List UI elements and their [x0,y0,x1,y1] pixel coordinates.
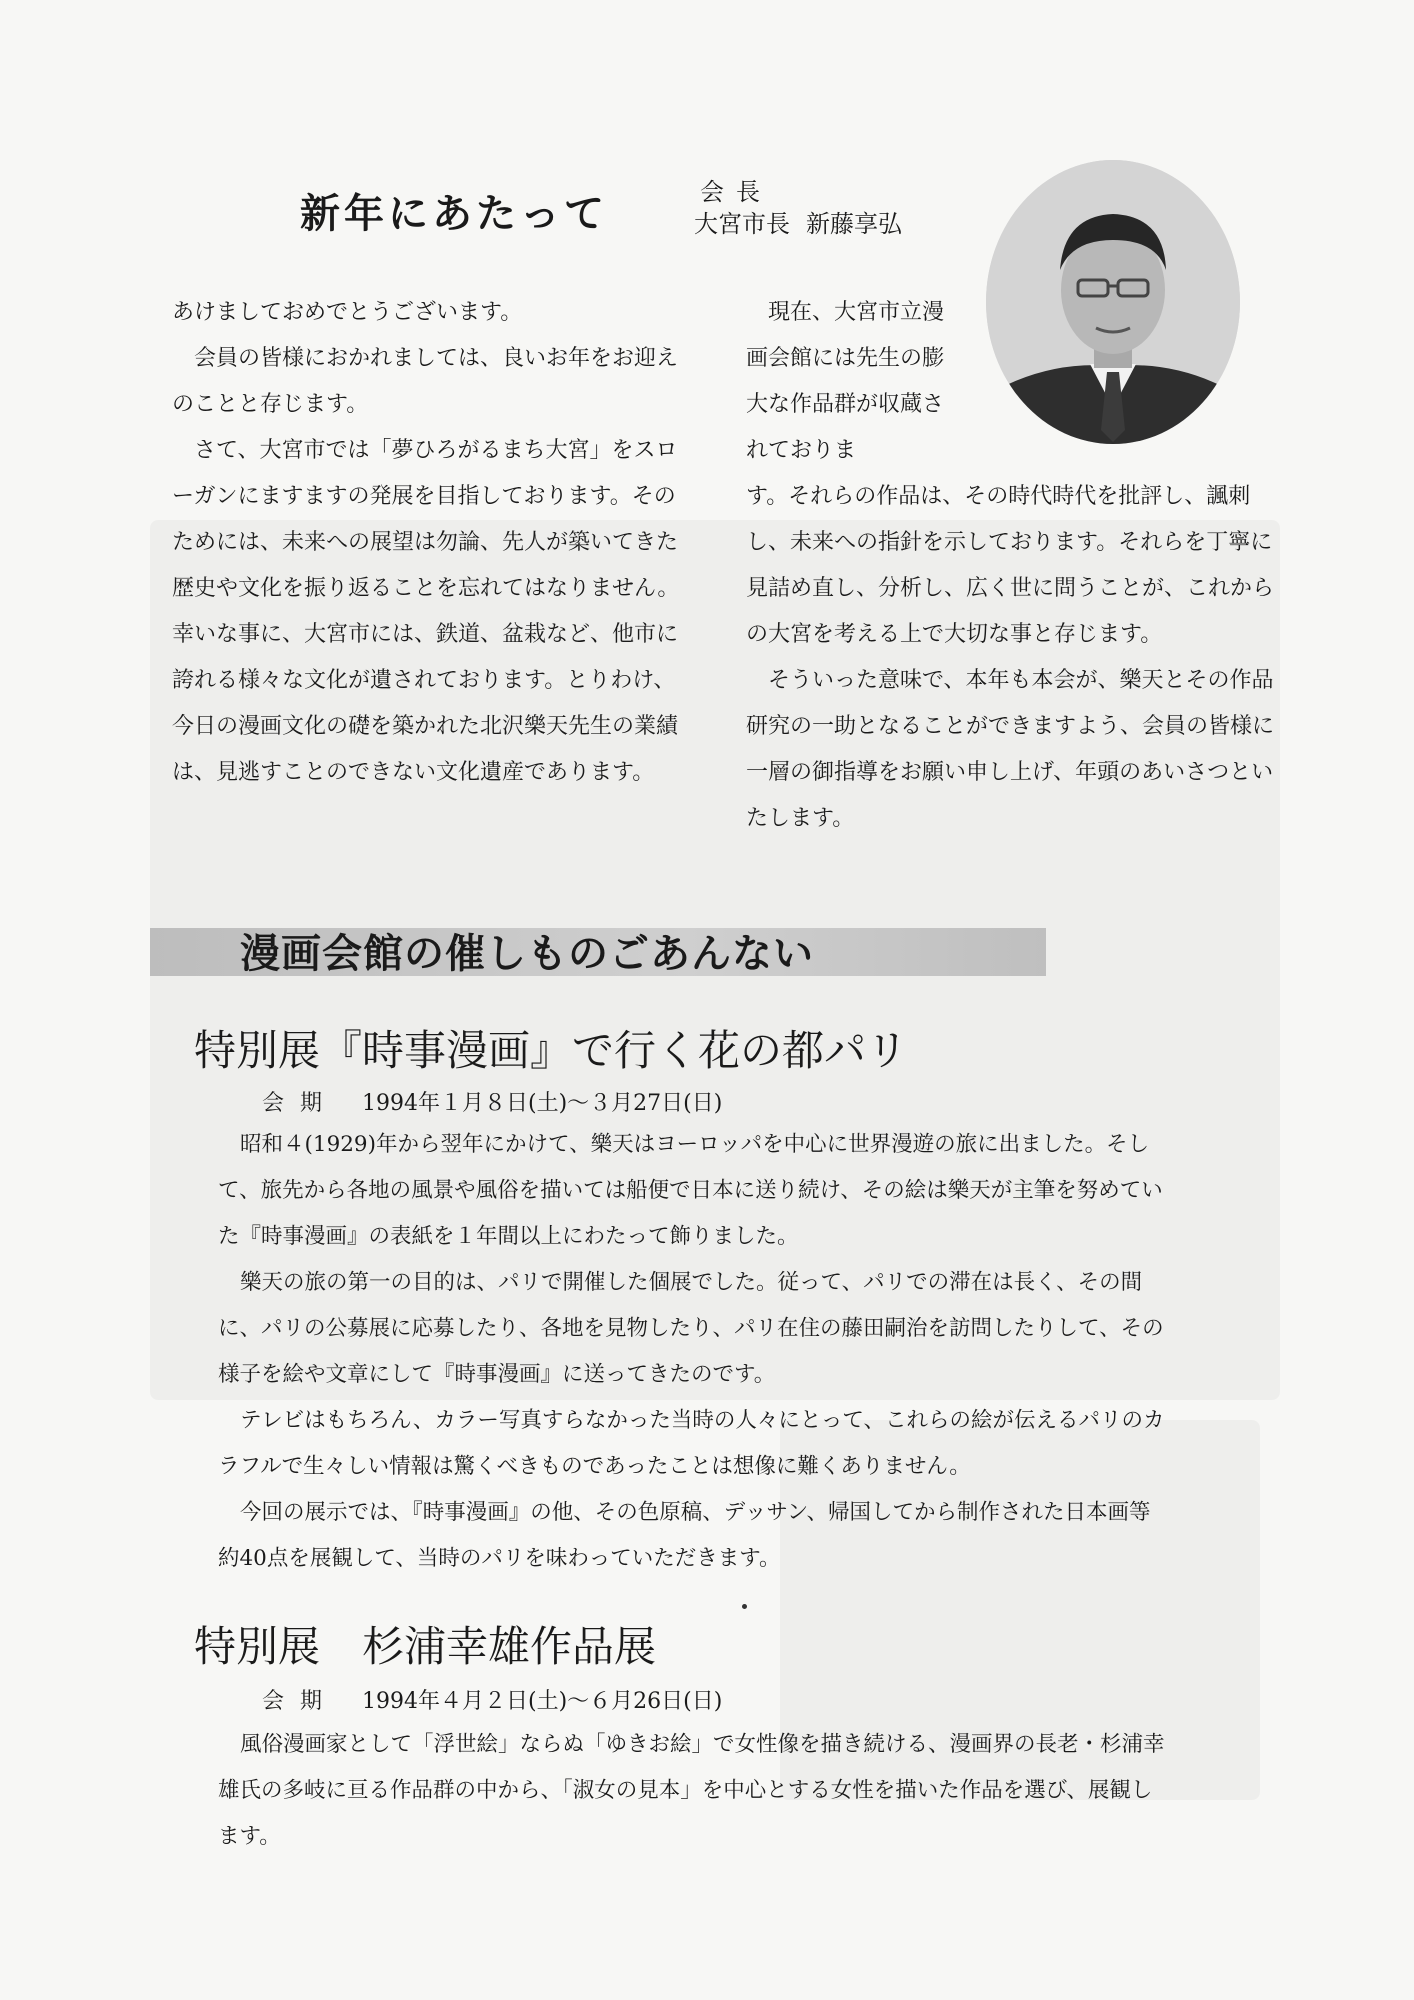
greeting-paragraph: さて、大宮市では「夢ひろがるまち大宮」をスローガンにますますの発展を目指しております。そのためには、未来への展望は勿論、先人が築いてきた歴史や文化を振り返ることを忘れてはなりません。幸いな事に、大宮市には、鉄道、盆栽など、他市に誇れる様々な文化が遺されております。とりわけ、今日の漫画文化の礎を築かれた北沢樂天先生の業績は、見逃すことのできない文化遺産であります。 [172,438,680,785]
greeting-paragraph: 会員の皆様におかれましては、良いお年をお迎えのことと存じます。 [172,346,679,417]
greeting-paragraph: あけましておめでとうございます。 [172,300,523,325]
exhibition-description [218,1122,1168,1582]
author-line [694,204,902,239]
period-dates: 1994年４月２日(土)～６月26日(日) [362,1689,723,1714]
exhibition-period [262,1684,722,1715]
exhibition-title: 特別展『時事漫画』で行く花の都パリ [194,1026,909,1075]
exhibition-paragraph: 昭和４(1929)年から翌年にかけて、樂天はヨーロッパを中心に世界漫遊の旅に出ました。そして、旅先から各地の風景や風俗を描いては船便で日本に送り続け、その絵は樂天が主筆を努めていた『時事漫画』の表紙を１年間以上にわたって飾りました。 [218,1132,1163,1249]
exhibition-paragraph: 樂天の旅の第一の目的は、パリで開催した個展でした。従って、パリでの滞在は長く、その間に、パリの公募展に応募したり、各地を見物したり、パリ在住の藤田嗣治を訪問したりして、その様子を絵や文章にして『時事漫画』に送ってきたのです。 [218,1270,1164,1387]
greeting-title: 新年にあたって [300,190,608,237]
exhibition-description [218,1722,1168,1860]
greeting-left-column [172,290,692,796]
exhibition-paragraph: 今回の展示では、『時事漫画』の他、その色原稿、デッサン、帰国してから制作された日本画等約40点を展観して、当時のパリを味わっていただきます。 [218,1500,1151,1571]
exhibition-paragraph: 風俗漫画家として「浮世絵」ならぬ「ゆきお絵」で女性像を描き続ける、漫画界の長老・杉浦幸雄氏の多岐に亘る作品群の中から、「淑女の見本」を中心とする女性を描いた作品を選び、展観します。 [218,1732,1165,1849]
greeting-paragraph: す。それらの作品は、その時代時代を批評し、諷刺し、未来への指針を示しております。それらを丁寧に見詰め直し、分析し、広く世に問うことが、これからの大宮を考える上で大切な事と存じます。 [746,484,1275,647]
greeting-right-column [746,290,1294,842]
exhibition-paragraph: テレビはもちろん、カラー写真すらなかった当時の人々にとって、これらの絵が伝えるパリのカラフルで生々しい情報は驚くべきものであったことは想像に難くありません。 [218,1408,1165,1479]
period-dates: 1994年１月８日(土)～３月27日(日) [362,1091,723,1116]
greeting-paragraph: そういった意味で、本年も本会が、樂天とその作品研究の一助となることができますよう、会員の皆様に一層の御指導をお願い申し上げ、年頭のあいさつといたします。 [746,668,1275,831]
exhibition-title: 特別展 杉浦幸雄作品展 [194,1622,657,1671]
greeting-paragraph: 現在、大宮市立漫画会館には先生の膨大な作品群が収蔵されておりま [746,300,945,463]
author-name: 新藤享弘 [806,210,902,238]
author-role: 会長 [700,178,772,206]
period-label: 会期 [262,1091,339,1116]
exhibition-period [262,1086,722,1117]
period-label: 会期 [262,1689,339,1714]
author-title: 大宮市長 [694,210,790,238]
stray-dot [742,1604,747,1609]
events-heading: 漫画会館の催しものごあんない [240,931,814,977]
